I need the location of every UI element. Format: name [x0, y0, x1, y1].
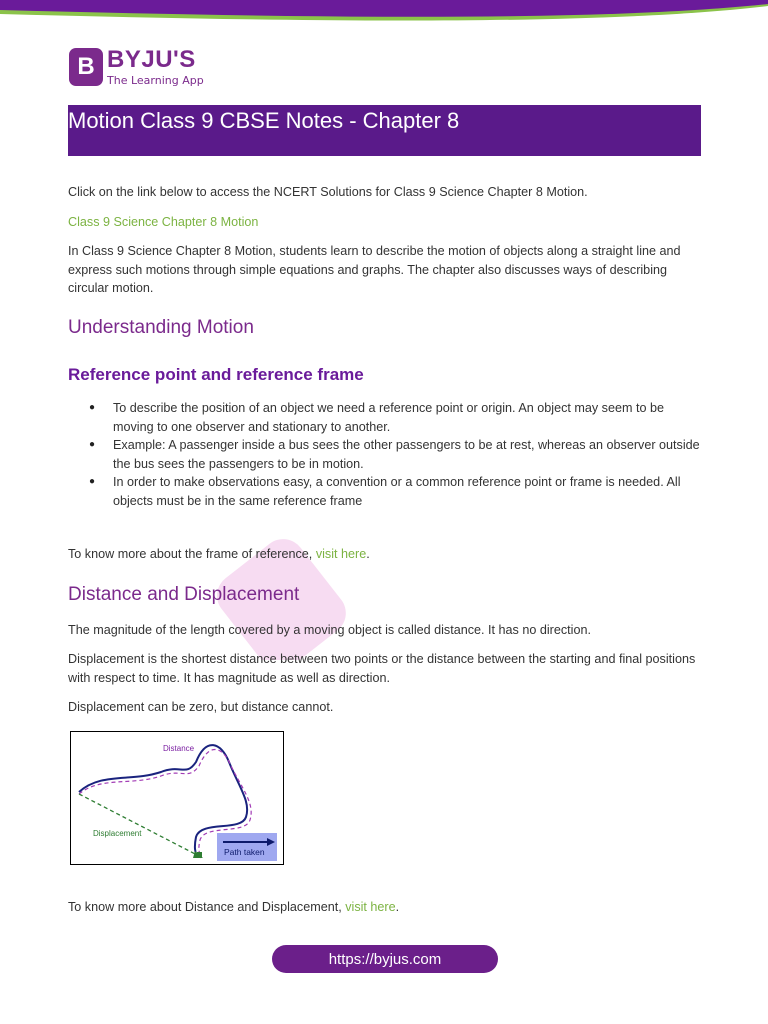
list-item: ● Example: A passenger inside a bus sees the other passengers to be at rest, whereas an observer outside the bus sees the passengers to be in motion.: [68, 436, 703, 473]
frame-more-paragraph: [68, 545, 370, 564]
figure-drawing: [71, 732, 283, 864]
figure-displacement-label: Displacement: [93, 829, 142, 838]
logo-badge: B: [69, 48, 103, 86]
distance-definition: The magnitude of the length covered by a moving object is called distance. It has no direction.: [68, 623, 591, 637]
title-bar: [68, 105, 701, 156]
frame-more-text: To know more about the frame of reference,: [68, 547, 316, 561]
ncert-solutions-link[interactable]: Class 9 Science Chapter 8 Motion: [68, 215, 259, 229]
heading-distance-displacement: Distance and Displacement: [68, 584, 300, 605]
figure-path-taken-label: Path taken: [224, 847, 265, 857]
displacement-definition: Displacement is the shortest distance between two points or the distance between the starting and final positions with respect to time. It has magnitude as well as direction.: [68, 652, 696, 685]
list-item: ● In order to make observations easy, a convention or a common reference point or frame is needed. All objects must be in the same reference frame: [68, 473, 703, 510]
figure-distance-label: Distance: [163, 744, 195, 753]
footer-url-button[interactable]: [272, 945, 498, 973]
logo-tagline: The Learning App: [107, 74, 204, 87]
frame-visit-link[interactable]: visit here: [315, 547, 367, 561]
list-item: ● To describe the position of an object we need a reference point or origin. An object may seem to be moving to one observer and stationary to another.: [68, 399, 703, 436]
distance-more-paragraph: [68, 898, 399, 917]
intro-text: Click on the link below to access the NCERT Solutions for Class 9 Science Chapter 8 Motion.: [68, 185, 588, 199]
logo-name: BYJU'S: [107, 46, 196, 73]
footer-url: https://byjus.com: [328, 950, 442, 968]
distance-more-text: To know more about Distance and Displacement,: [68, 900, 346, 914]
displacement-note: Displacement can be zero, but distance cannot.: [68, 700, 334, 714]
chapter-summary: In Class 9 Science Chapter 8 Motion, students learn to describe the motion of objects along a straight line and express such motions through simple equations and graphs. The chapter also discusses ways of describing circular motion.: [68, 244, 681, 295]
byjus-logo[interactable]: [69, 48, 204, 86]
heading-reference-frame: Reference point and reference frame: [68, 365, 364, 384]
frame-more-end: .: [366, 547, 370, 561]
page-title: Motion Class 9 CBSE Notes - Chapter 8: [68, 108, 460, 133]
top-decorative-band: [0, 0, 768, 30]
distance-displacement-figure: [70, 731, 284, 865]
distance-visit-link[interactable]: visit here: [345, 900, 396, 914]
heading-understanding-motion: Understanding Motion: [68, 317, 254, 338]
reference-bullet-list: [68, 399, 703, 510]
distance-more-end: .: [395, 900, 400, 914]
